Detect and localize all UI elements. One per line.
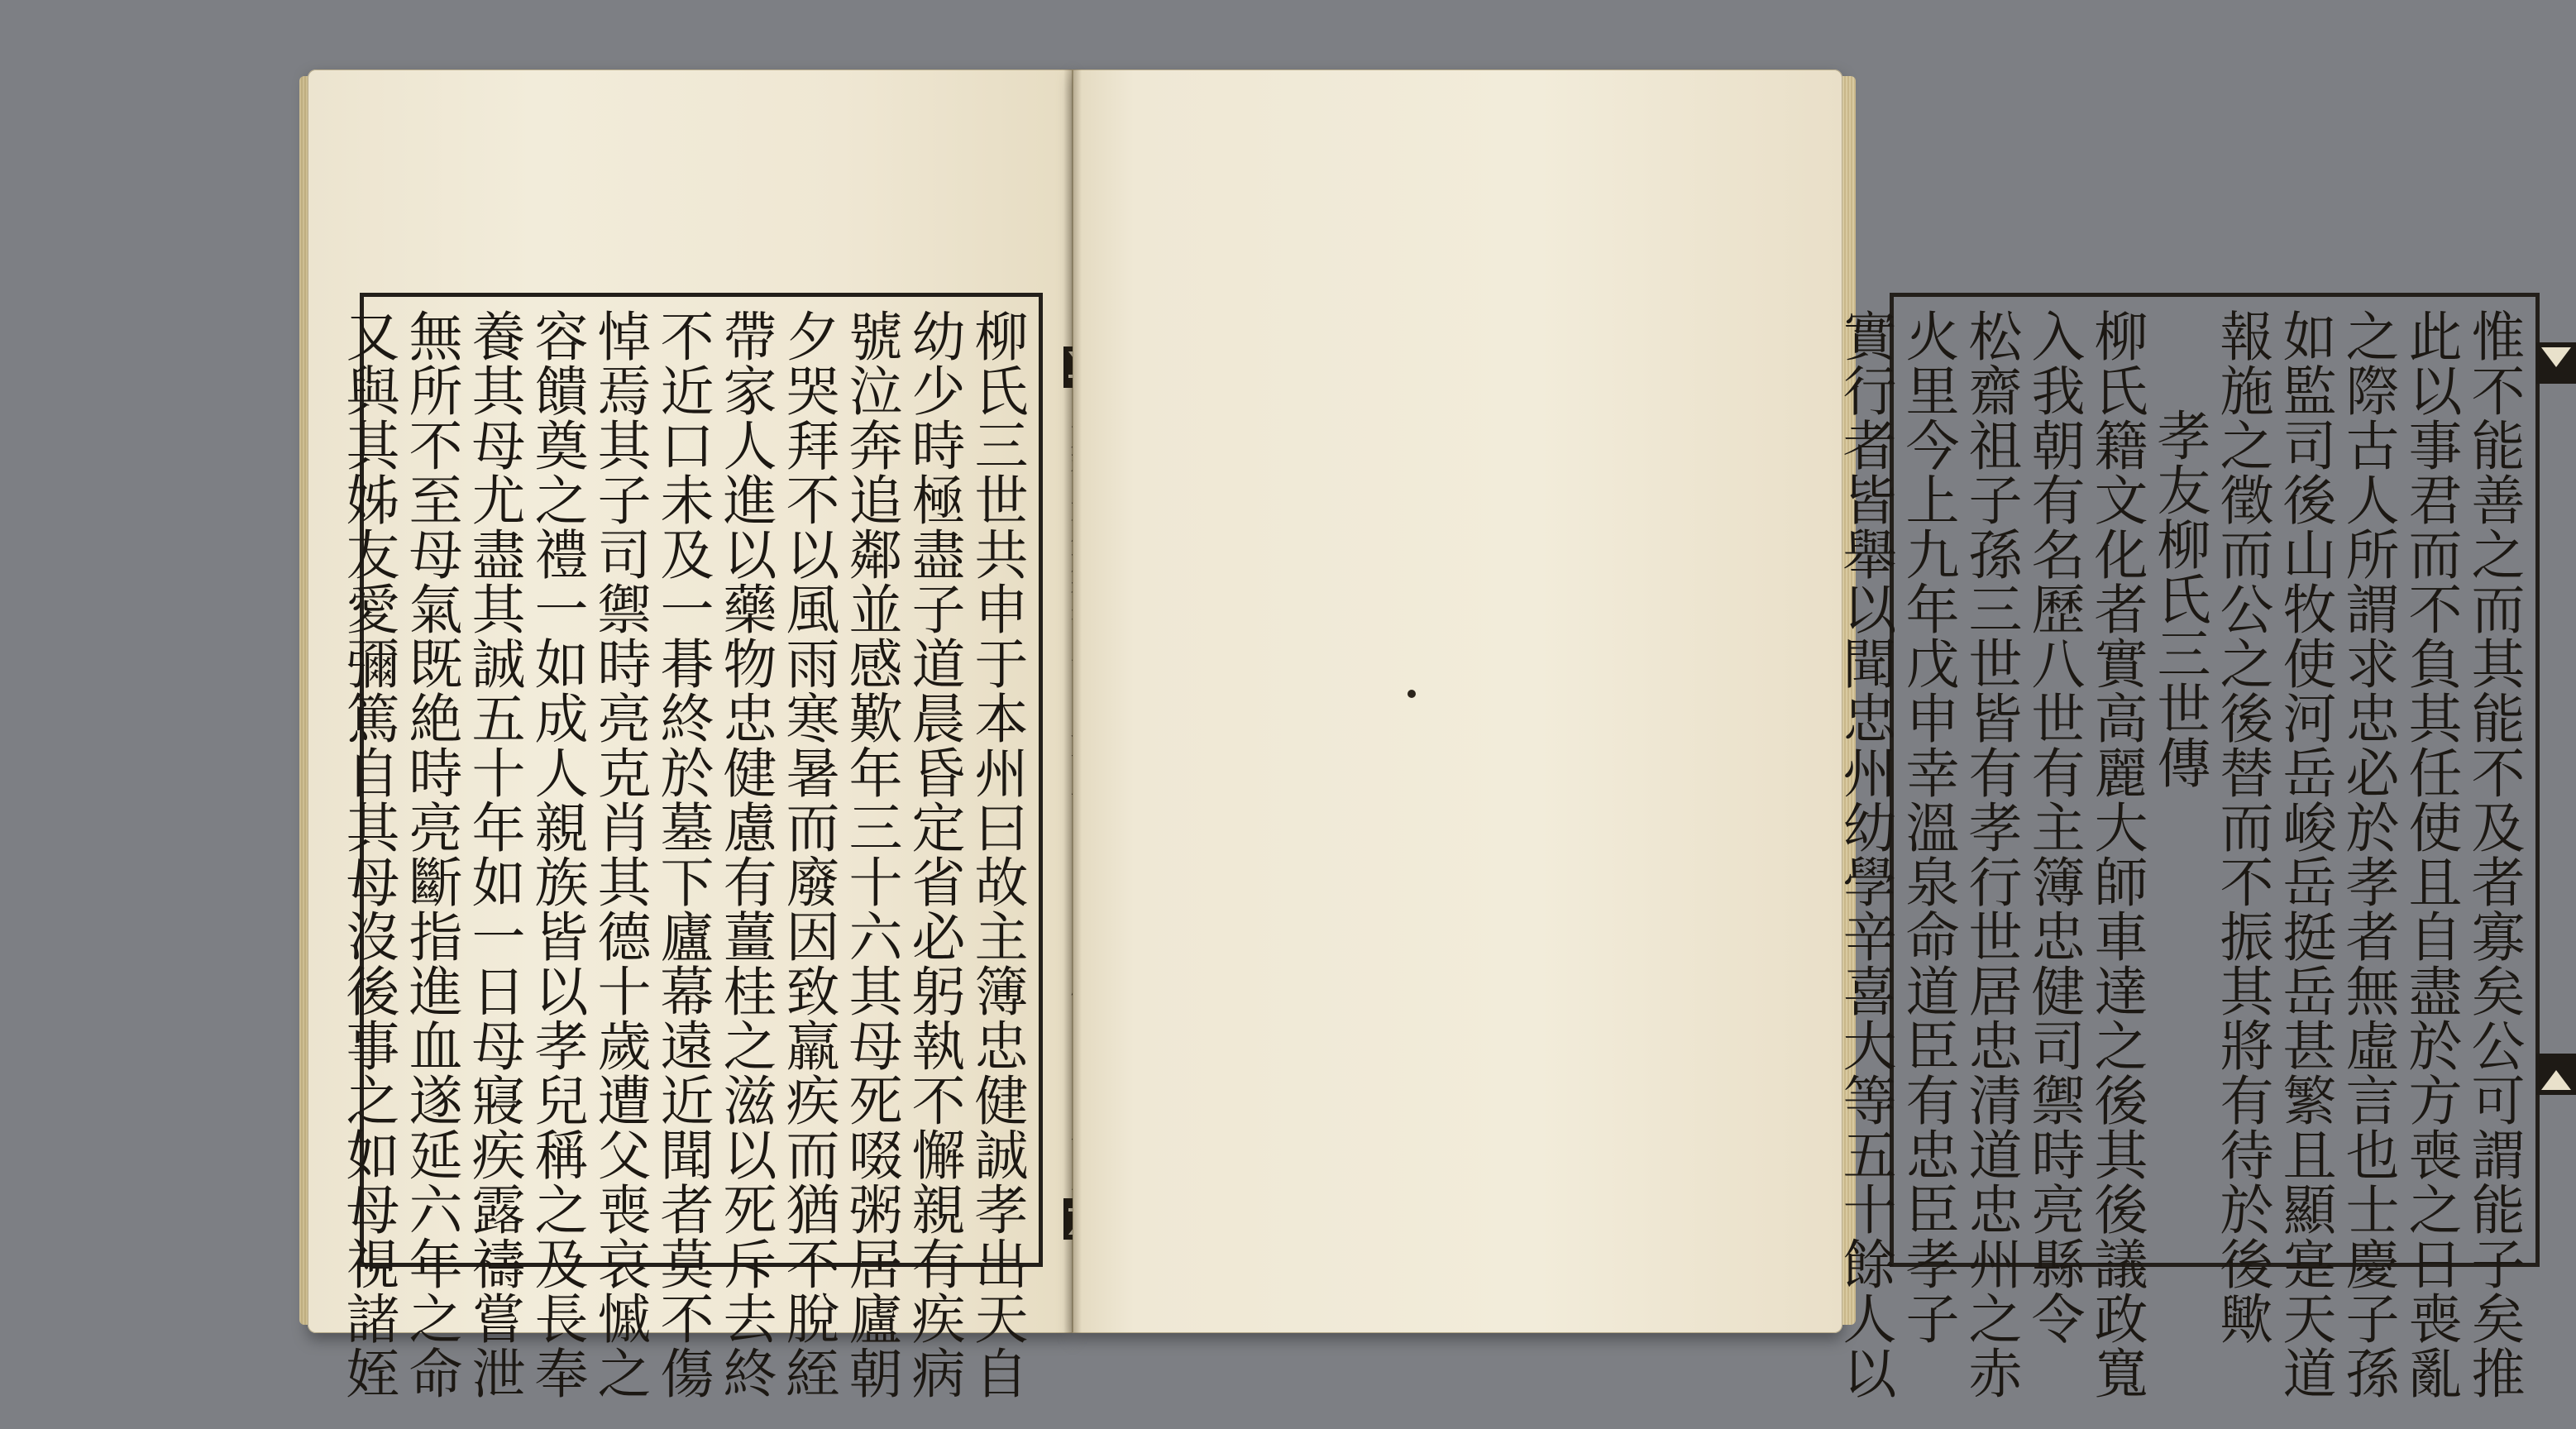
left-text-column: 柳氏三世共申于本州曰故主簿忠健誠孝出天自: [965, 308, 1027, 1400]
right-text-column: 孝友柳氏三世傳: [2148, 408, 2210, 790]
left-text-column: 容饋奠之禮一如成人親族皆以孝兒稱之及長奉: [525, 308, 587, 1400]
right-text-column: 報施之徵而公之後替而不振其將有待於後歟: [2210, 308, 2273, 1345]
right-lower-fishtail-mark: [2536, 1054, 2576, 1095]
left-page-edges: [299, 76, 308, 1325]
left-text-column: 號泣奔追鄰並感歎年三十六其母死啜粥居廬朝: [839, 308, 901, 1400]
left-text-columns: [337, 308, 1027, 1400]
left-text-column: 又與其姊友愛彌篤自其母沒後事之如母視諸姪: [337, 308, 399, 1400]
right-upper-fishtail-mark: [2536, 342, 2576, 384]
left-text-column: 養其母尤盡其誠五十年如一日母寢疾露禱嘗泄: [462, 308, 524, 1400]
right-text-column: 實行者皆舉以聞忠州幼學辛喜大等五十餘人以: [1833, 308, 1895, 1400]
left-page: [308, 69, 1073, 1400]
left-text-frame: [337, 293, 1043, 1400]
right-text-frame: [1833, 293, 2540, 1400]
right-text-column: 入我朝有名歷八世有主簿忠健司禦時亮縣令: [2022, 308, 2084, 1345]
right-text-column: 此以事君而不負其任使且自盡於方喪之日喪亂: [2399, 308, 2461, 1400]
open-book: [308, 69, 2524, 1400]
ink-speck: [1407, 690, 1416, 698]
left-text-column: 夕哭拜不以風雨寒暑而廢因致羸疾而猶不脫絰: [777, 308, 839, 1400]
left-text-column: 悼焉其子司禦時亮克肖其德十歲遭父喪哀慽之: [588, 308, 650, 1400]
left-text-column: 帶家人進以藥物忠健慮有薑桂之滋以死斥去終: [714, 308, 776, 1400]
right-text-column: 惟不能善之而其能不及者寡矣公可謂能子矣推: [2462, 308, 2524, 1400]
left-text-column: 幼少時極盡子道晨昏定省必躬執不懈親有疾病: [902, 308, 964, 1400]
right-page: [1073, 69, 2524, 1400]
right-text-columns: [1833, 308, 2524, 1400]
book-gutter: [1063, 69, 1082, 1333]
left-text-column: 不近口未及一朞終於墓下廬幕遠近聞者莫不傷: [651, 308, 713, 1400]
right-text-column: 柳氏籍文化者實高麗大師車達之後其後議政寬: [2085, 308, 2147, 1400]
right-text-column: 之際古人所謂求忠必於孝者無虛言也士慶子孫: [2336, 308, 2398, 1400]
right-text-column: 如監司後山牧使河岳峻岳挺岳甚繁且顯寔天道: [2273, 308, 2335, 1400]
right-text-column: 松齋祖子孫三世皆有孝行世居忠清道忠州之赤: [1959, 308, 2021, 1400]
right-text-column: 火里今上九年戊申幸溫泉命道臣有忠臣孝子: [1896, 308, 1958, 1345]
left-text-column: 無所不至母氣既絶時亮斷指進血遂延六年之命: [399, 308, 461, 1400]
